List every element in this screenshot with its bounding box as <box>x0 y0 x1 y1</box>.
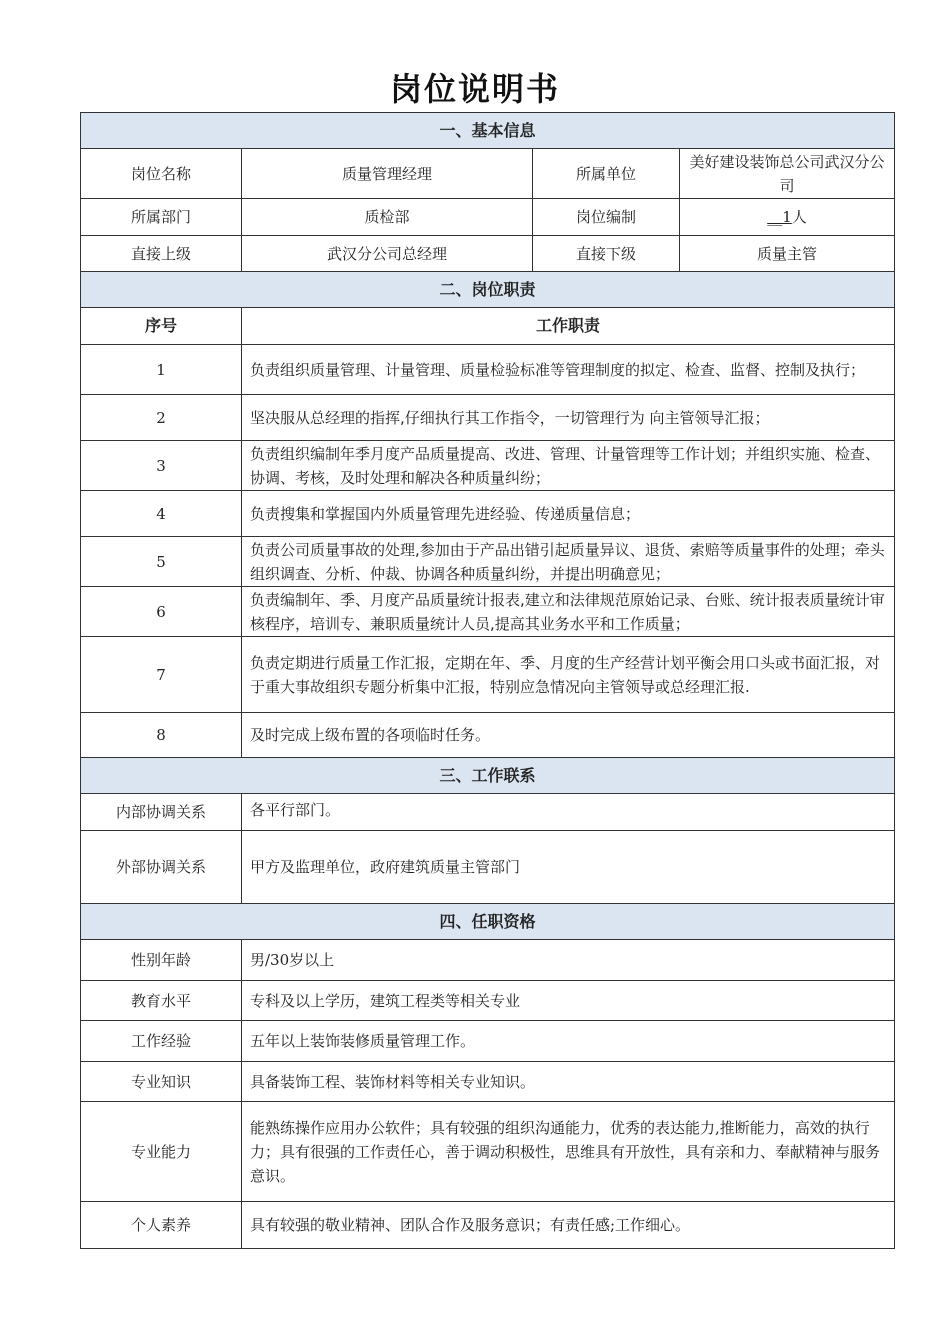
external-relation-value: 甲方及监理单位，政府建筑质量主管部门 <box>242 831 895 904</box>
section-heading-relations: 三、工作联系 <box>81 758 895 794</box>
subordinate-label: 直接下级 <box>533 236 680 272</box>
internal-relation-label: 内部协调关系 <box>81 794 242 831</box>
qualification-label: 个人素养 <box>81 1202 242 1249</box>
quota-label: 岗位编制 <box>533 199 680 236</box>
external-relation-label: 外部协调关系 <box>81 831 242 904</box>
quota-unit: 人 <box>791 208 807 226</box>
qualification-value: 能熟练操作应用办公软件；具有较强的组织沟通能力，优秀的表达能力,推断能力，高效的执行力；具有很强的工作责任心，善于调动积极性，思维具有开放性，具有亲和力、奉献精神与服务意识。 <box>242 1102 895 1202</box>
duty-text: 负责组织编制年季月度产品质量提高、改进、管理、计量管理等工作计划；并组织实施、检查、协调、考核，及时处理和解决各种质量纠纷； <box>242 441 895 491</box>
section-heading-qualifications: 四、任职资格 <box>81 904 895 940</box>
duty-row <box>81 345 895 395</box>
qualification-row <box>81 1202 895 1249</box>
duty-text: 负责定期进行质量工作汇报，定期在年、季、月度的生产经营计划平衡会用口头或书面汇报，对于重大事故组织专题分析集中汇报，特别应急情况向主管领导或总经理汇报. <box>242 637 895 713</box>
qualification-row <box>81 940 895 981</box>
duty-text: 及时完成上级布置的各项临时任务。 <box>242 713 895 758</box>
duty-number: 1 <box>81 345 242 395</box>
duty-number: 6 <box>81 587 242 637</box>
qualification-value: 五年以上装饰装修质量管理工作。 <box>242 1021 895 1062</box>
unit-value: 美好建设装饰总公司武汉分公司 <box>680 149 895 199</box>
subordinate-value: 质量主管 <box>680 236 895 272</box>
duty-text: 负责公司质量事故的处理,参加由于产品出错引起质量异议、退货、索赔等质量事件的处理；牵头组织调查、分析、仲裁、协调各种质量纠纷，并提出明确意见； <box>242 537 895 587</box>
qualification-row <box>81 1062 895 1102</box>
dept-value: 质检部 <box>242 199 533 236</box>
post-name-label: 岗位名称 <box>81 149 242 199</box>
quota-value <box>680 199 895 236</box>
duty-number: 2 <box>81 395 242 441</box>
duty-number: 8 <box>81 713 242 758</box>
superior-value: 武汉分公司总经理 <box>242 236 533 272</box>
column-header-duty: 工作职责 <box>242 308 895 345</box>
qualification-row <box>81 981 895 1021</box>
duty-text: 负责搜集和掌握国内外质量管理先进经验、传递质量信息； <box>242 491 895 537</box>
qualification-row <box>81 1102 895 1202</box>
unit-label: 所属单位 <box>533 149 680 199</box>
duty-number: 3 <box>81 441 242 491</box>
duty-row <box>81 441 895 491</box>
duty-number: 7 <box>81 637 242 713</box>
post-name-value: 质量管理经理 <box>242 149 533 199</box>
qualification-value: 具有较强的敬业精神、团队合作及服务意识；有责任感;工作细心。 <box>242 1202 895 1249</box>
superior-label: 直接上级 <box>81 236 242 272</box>
page-title: 岗位说明书 <box>389 70 560 108</box>
duty-row <box>81 491 895 537</box>
qualification-label: 性别年龄 <box>81 940 242 981</box>
duty-text: 负责编制年、季、月度产品质量统计报表,建立和法律规范原始记录、台账、统计报表质量统计审核程序，培训专、兼职质量统计人员,提高其业务水平和工作质量； <box>242 587 895 637</box>
dept-label: 所属部门 <box>81 199 242 236</box>
qualification-row <box>81 1021 895 1062</box>
qualification-label: 专业能力 <box>81 1102 242 1202</box>
duty-number: 5 <box>81 537 242 587</box>
qualification-value: 男/30岁以上 <box>242 940 895 981</box>
qualification-value: 具备装饰工程、装饰材料等相关专业知识。 <box>242 1062 895 1102</box>
qualification-label: 教育水平 <box>81 981 242 1021</box>
duty-row <box>81 395 895 441</box>
qualification-label: 工作经验 <box>81 1021 242 1062</box>
duty-row <box>81 587 895 637</box>
duty-number: 4 <box>81 491 242 537</box>
section-heading-basic-info: 一、基本信息 <box>81 113 895 149</box>
duty-row <box>81 637 895 713</box>
duty-text: 负责组织质量管理、计量管理、质量检验标准等管理制度的拟定、检查、监督、控制及执行； <box>242 345 895 395</box>
job-description-table <box>80 112 895 1249</box>
duty-text: 坚决服从总经理的指挥,仔细执行其工作指令，一切管理行为 向主管领导汇报； <box>242 395 895 441</box>
section-heading-duties: 二、岗位职责 <box>81 272 895 308</box>
quota-number: __1 <box>767 208 792 226</box>
internal-relation-value: 各平行部门。 <box>242 794 895 831</box>
column-header-number: 序号 <box>81 308 242 345</box>
qualification-label: 专业知识 <box>81 1062 242 1102</box>
qualification-value: 专科及以上学历，建筑工程类等相关专业 <box>242 981 895 1021</box>
duty-row <box>81 537 895 587</box>
duty-row <box>81 713 895 758</box>
